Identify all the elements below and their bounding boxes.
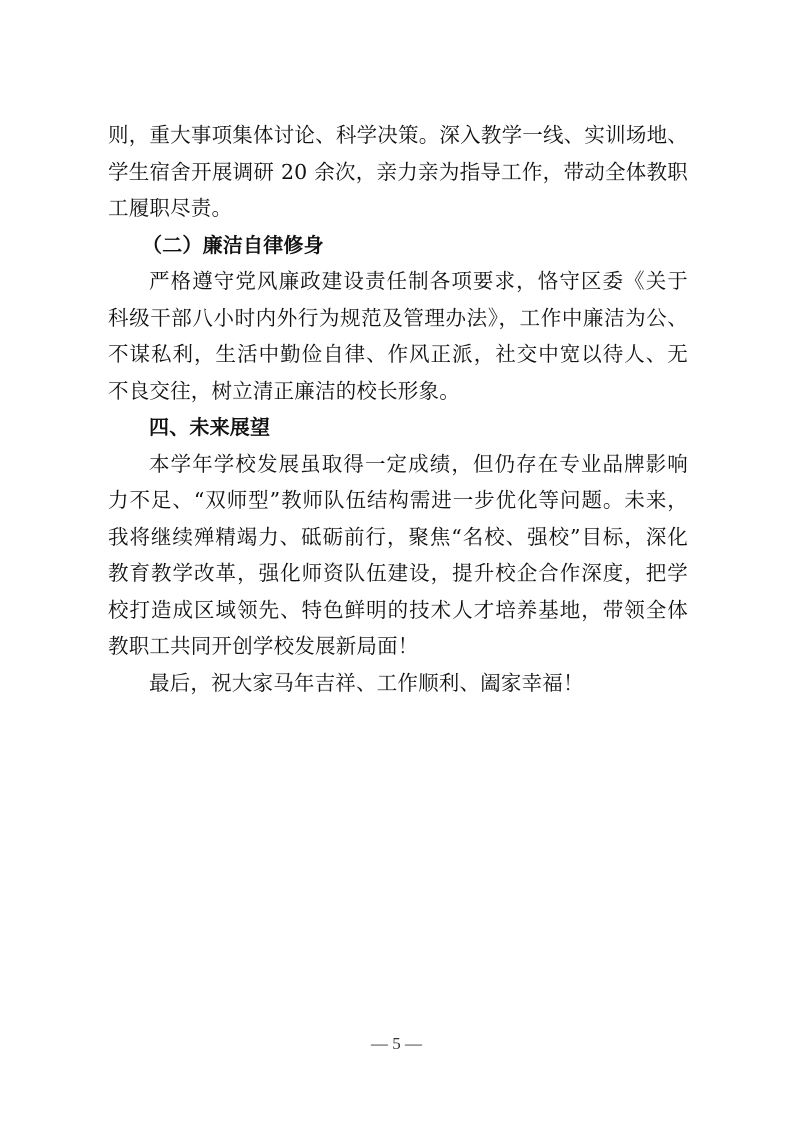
body-line: 最后，祝大家马年吉祥、工作顺利、阖家幸福！ [149, 670, 584, 695]
section-heading: （二）廉洁自律修身 [142, 232, 324, 257]
body-line: 教育教学改革，强化师资队伍建设，提升校企合作深度，把学 [108, 561, 688, 585]
body-line: 科级干部八小时内外行为规范及管理办法》，工作中廉洁为公、 [108, 305, 688, 330]
body-line: 校打造成区域领先、特色鲜明的技术人才培养基地，带领全体 [108, 597, 688, 622]
body-line: 则，重大事项集体讨论、科学决策。深入教学一线、实训场地、 [108, 123, 688, 147]
body-line: 不良交往，树立清正廉洁的校长形象。 [108, 378, 460, 403]
page-number: — 5 — [371, 1034, 422, 1053]
body-line: 我将继续殚精竭力、砥砺前行，聚焦“名校、强校”目标，深化 [108, 524, 688, 549]
section-heading: 四、未来展望 [149, 415, 271, 439]
document-body [108, 117, 688, 701]
body-line: 严格遵守党风廉政建设责任制各项要求，恪守区委《关于 [149, 269, 688, 293]
body-line: 学生宿舍开展调研 20 余次，亲力亲为指导工作，带动全体教职 [108, 159, 688, 184]
body-line: 工履职尽责。 [108, 196, 233, 220]
body-line: 教职工共同开创学校发展新局面！ [108, 634, 419, 658]
body-line: 本学年学校发展虽取得一定成绩，但仍存在专业品牌影响 [149, 451, 688, 476]
body-line: 力不足、“双师型”教师队伍结构需进一步优化等问题。未来， [108, 488, 688, 512]
body-line: 不谋私利，生活中勤俭自律、作风正派，社交中宽以待人、无 [108, 342, 688, 366]
